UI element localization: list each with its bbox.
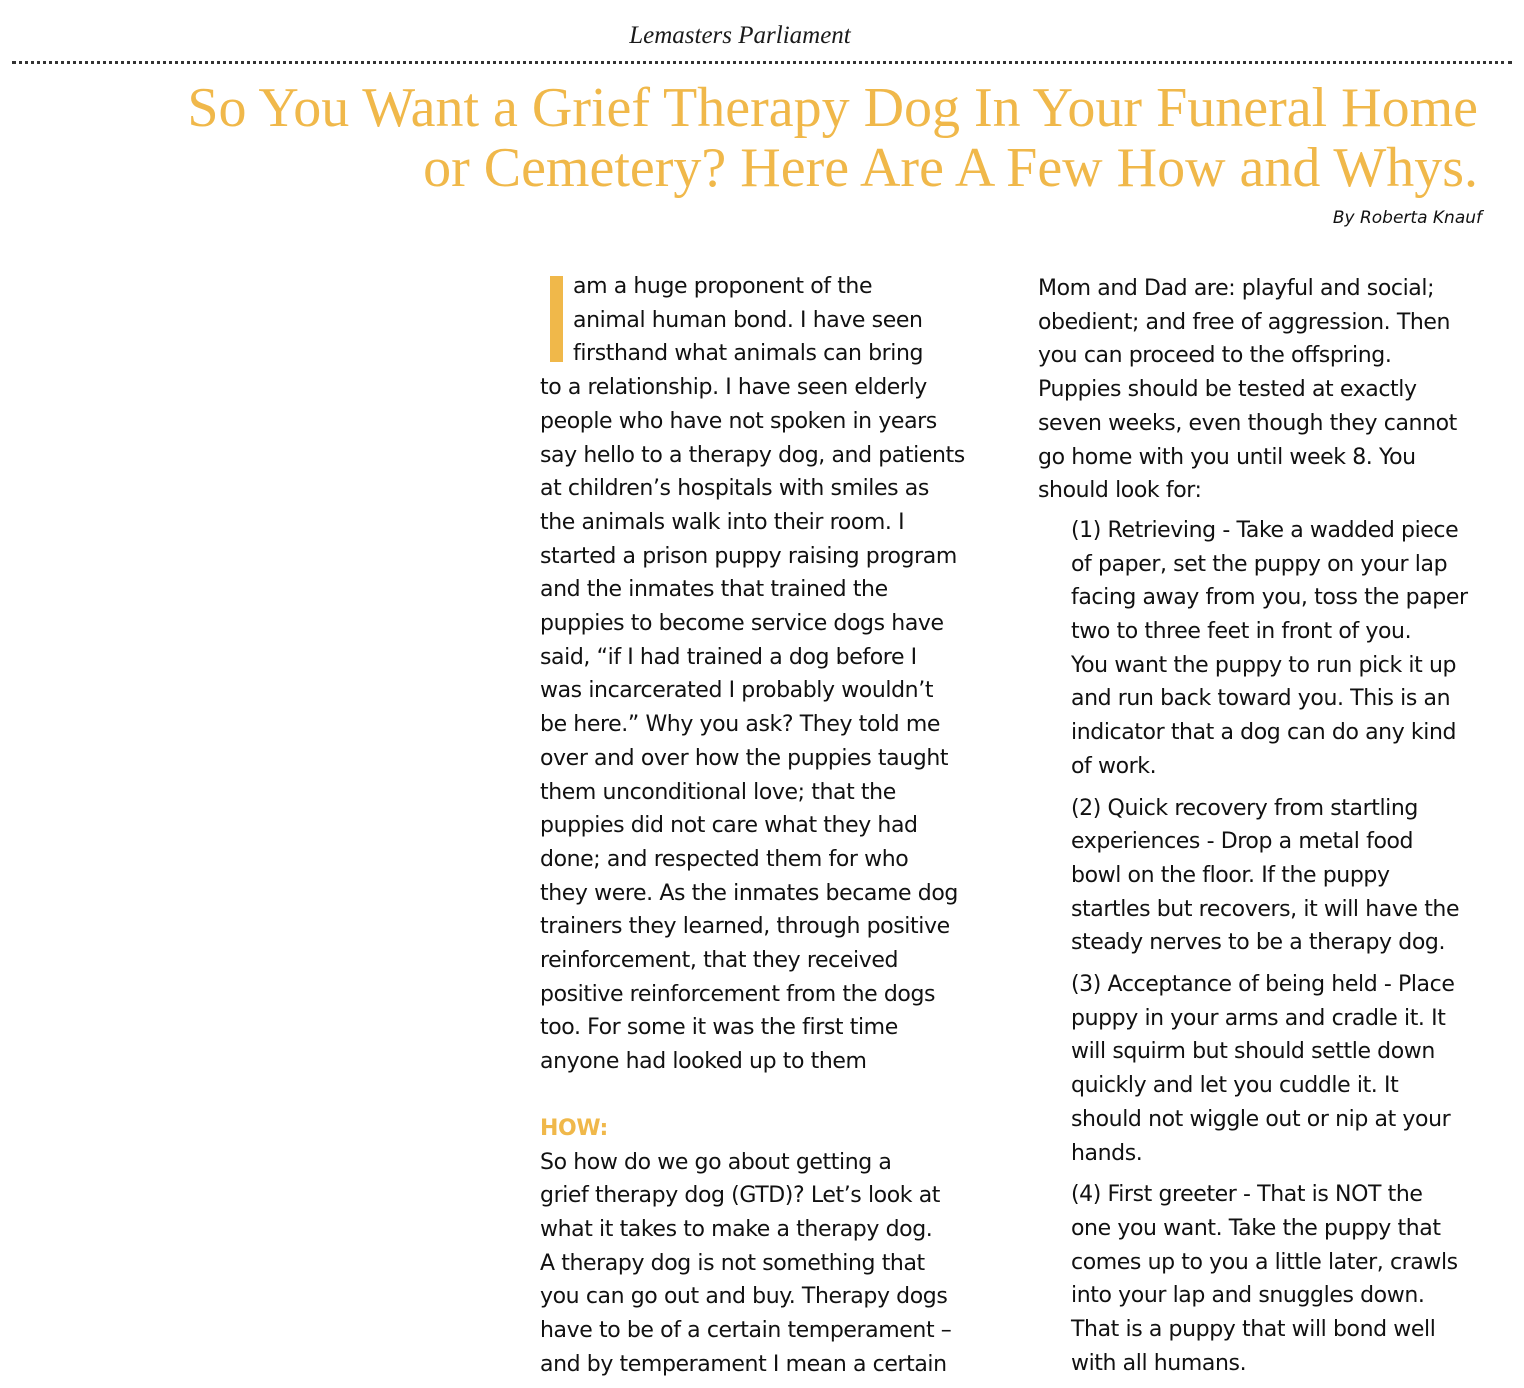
body-text-line: Puppies should be tested at exactly xyxy=(1038,377,1417,403)
body-text-line: you can proceed to the offspring. xyxy=(1038,343,1392,369)
body-text-line: firsthand what animals can bring xyxy=(573,341,924,367)
body-text-line: A therapy dog is not something that xyxy=(540,1250,925,1276)
criteria-line: (2) Quick recovery from startling xyxy=(1071,795,1418,821)
body-text-line: to a relationship. I have seen elderly xyxy=(540,375,927,401)
criteria-line: (1) Retrieving - Take a wadded piece xyxy=(1071,517,1459,543)
criteria-line: with all humans. xyxy=(1071,1350,1247,1376)
article-title-line-1: So You Want a Grief Therapy Dog In Your Funeral Home xyxy=(187,77,1478,139)
body-text-line: the animals walk into their room. I xyxy=(540,509,905,535)
criteria-line: steady nerves to be a therapy dog. xyxy=(1071,930,1446,956)
body-text-line: be here.” Why you ask? They told me xyxy=(540,712,940,738)
body-text-line: grief therapy dog (GTD)? Let’s look at xyxy=(540,1183,941,1209)
article-title xyxy=(58,78,1478,198)
body-text-line: too. For some it was the first time xyxy=(540,1015,898,1041)
right-column xyxy=(1038,272,1498,1381)
body-text-line: reinforcement, that they received xyxy=(540,948,899,974)
body-text-line: trainers they learned, through positive xyxy=(540,914,950,940)
criteria-line: of work. xyxy=(1071,753,1157,779)
criteria-line: hands. xyxy=(1071,1140,1143,1166)
criteria-line: into your lap and snuggles down. xyxy=(1071,1283,1425,1309)
criteria-item xyxy=(1038,1178,1498,1380)
section-heading-how: HOW: xyxy=(540,1115,608,1141)
article-title-line-2: or Cemetery? Here Are A Few How and Whys. xyxy=(423,137,1478,199)
criteria-line: experiences - Drop a metal food xyxy=(1071,829,1414,855)
criteria-line: (3) Acceptance of being held - Place xyxy=(1071,972,1455,998)
criteria-line: startles but recovers, it will have the xyxy=(1071,896,1460,922)
criteria-line: and run back toward you. This is an xyxy=(1071,686,1451,712)
body-text-line: and the inmates that trained the xyxy=(540,577,888,603)
body-text-line: people who have not spoken in years xyxy=(540,408,937,434)
body-text-line: seven weeks, even though they cannot xyxy=(1038,410,1457,436)
criteria-item xyxy=(1038,792,1498,961)
body-text-line: animal human bond. I have seen xyxy=(573,307,923,333)
body-text-line: should look for: xyxy=(1038,478,1202,504)
left-column xyxy=(540,270,1000,1382)
publication-header: Lemasters Parliament xyxy=(629,22,851,49)
body-text-line: So how do we go about getting a xyxy=(540,1149,892,1175)
body-text-line: puppies did not care what they had xyxy=(540,813,918,839)
body-text-line: done; and respected them for who xyxy=(540,846,909,872)
body-text-line: am a huge proponent of the xyxy=(573,274,873,299)
criteria-line: indicator that a dog can do any kind xyxy=(1071,720,1457,746)
criteria-line: one you want. Take the puppy that xyxy=(1071,1215,1441,1241)
body-text-line: obedient; and free of aggression. Then xyxy=(1038,309,1451,335)
criteria-line: will squirm but should settle down xyxy=(1071,1039,1435,1065)
body-text-line: positive reinforcement from the dogs xyxy=(540,981,936,1007)
criteria-line: of paper, set the puppy on your lap xyxy=(1071,551,1448,577)
criteria-line: two to three feet in front of you. xyxy=(1071,619,1412,645)
body-text-line: started a prison puppy raising program xyxy=(540,543,957,569)
criteria-line: You want the puppy to run pick it up xyxy=(1071,652,1457,678)
body-text-line: you can go out and buy. Therapy dogs xyxy=(540,1284,948,1310)
how-paragraph xyxy=(540,1146,1000,1382)
body-text-line: them unconditional love; that the xyxy=(540,779,896,805)
body-text-line: Mom and Dad are: playful and social; xyxy=(1038,276,1435,301)
criteria-list xyxy=(1038,514,1498,1381)
criteria-line: quickly and let you cuddle it. It xyxy=(1071,1073,1399,1099)
body-text-line: say hello to a therapy dog, and patients xyxy=(540,442,965,468)
criteria-line: facing away from you, toss the paper xyxy=(1071,585,1468,611)
body-text-line: have to be of a certain temperament – xyxy=(540,1318,952,1344)
header-divider xyxy=(12,61,1512,64)
body-text-line: was incarcerated I probably wouldn’t xyxy=(540,678,934,704)
body-text-line: said, “if I had trained a dog before I xyxy=(540,644,917,670)
body-text-line: what it takes to make a therapy dog. xyxy=(540,1216,933,1242)
intro-paragraph xyxy=(540,270,1000,1079)
body-text-line: anyone had looked up to them xyxy=(540,1049,867,1075)
body-text-line: over and over how the puppies taught xyxy=(540,745,949,771)
criteria-line: should not wiggle out or nip at your xyxy=(1071,1106,1451,1132)
body-text-line: at children’s hospitals with smiles as xyxy=(540,476,929,502)
body-text-line: they were. As the inmates became dog xyxy=(540,880,958,906)
criteria-item xyxy=(1038,514,1498,784)
criteria-line: That is a puppy that will bond well xyxy=(1071,1317,1436,1343)
right-intro-paragraph xyxy=(1038,272,1498,508)
criteria-line: comes up to you a little later, crawls xyxy=(1071,1249,1458,1275)
criteria-item xyxy=(1038,968,1498,1170)
article-byline: By Roberta Knauf xyxy=(1332,208,1482,228)
body-text-line: and by temperament I mean a certain xyxy=(540,1351,947,1377)
criteria-line: bowl on the floor. If the puppy xyxy=(1071,862,1390,888)
body-text-line: puppies to become service dogs have xyxy=(540,611,944,637)
criteria-line: puppy in your arms and cradle it. It xyxy=(1071,1005,1446,1031)
criteria-line: (4) First greeter - That is NOT the xyxy=(1071,1182,1423,1208)
body-text-line: go home with you until week 8. You xyxy=(1038,444,1416,470)
